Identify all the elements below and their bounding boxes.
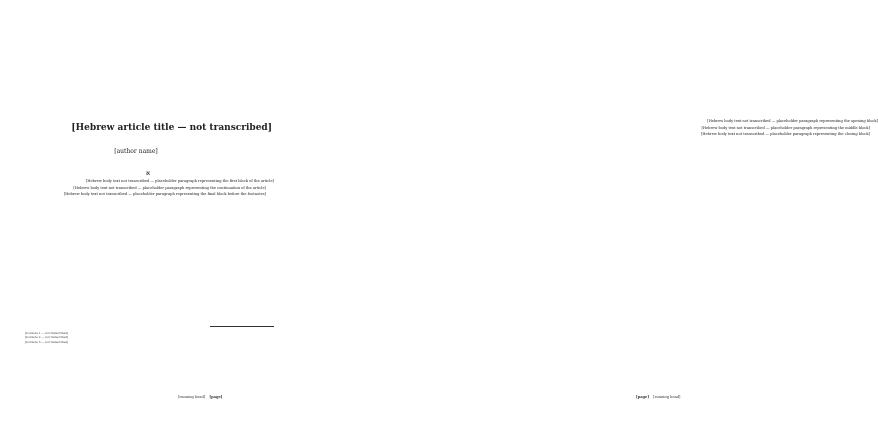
page-number: [page] [209,395,223,399]
body-paragraph: [Hebrew body text not transcribed — placeholder paragraph representing the first block of the article] [86,179,274,183]
right-folio [633,395,680,399]
body-paragraph: [Hebrew body text not transcribed — placeholder paragraph representing the middle block] [701,125,870,130]
left-body-text [25,178,274,325]
article-title: [Hebrew article title — not transcribed] [71,123,272,133]
left-folio [178,395,225,399]
footnotes [25,331,274,365]
body-paragraph: [Hebrew body text not transcribed — placeholder paragraph representing the closing block] [701,132,870,137]
article-author: [author name] [114,148,158,155]
section-marker: א [146,170,150,177]
right-page [300,0,878,425]
footnote: [footnote 2 — not transcribed] [25,335,69,340]
running-title: [running head] [653,395,681,399]
body-paragraph: [Hebrew body text not transcribed — placeholder paragraph representing the opening block] [707,119,878,123]
footnote: [footnote 3 — not transcribed] [25,339,69,344]
left-page [0,0,300,425]
body-paragraph: [Hebrew body text not transcribed — placeholder paragraph representing the continuation of the article] [73,185,266,190]
footnote-rule [210,326,274,327]
page-number: [page] [636,395,650,399]
right-body-text [622,118,878,211]
body-paragraph: [Hebrew body text not transcribed — placeholder paragraph representing the final block before the footnotes] [63,192,266,197]
footnote: [footnote 1 — not transcribed] [25,331,69,335]
running-title: [running head] [178,395,206,399]
